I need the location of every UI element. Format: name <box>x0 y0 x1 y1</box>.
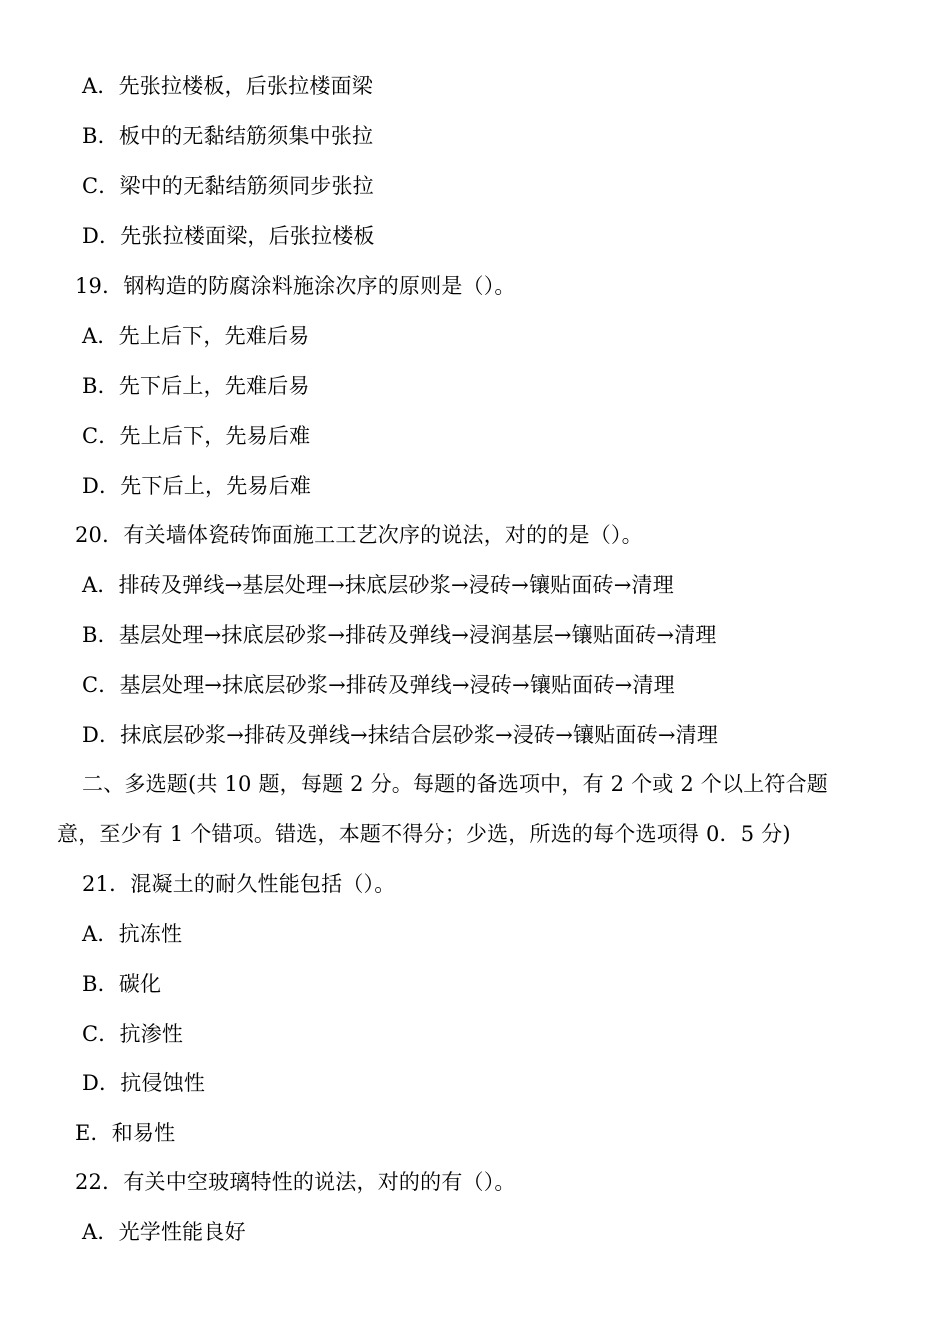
q21-option-c: C．抗渗性 <box>82 1022 184 1046</box>
q20-option-d: D．抹底层砂浆→排砖及弹线→抹结合层砂浆→浸砖→镶贴面砖→清理 <box>82 723 719 747</box>
q19-option-c: C．先上后下，先易后难 <box>82 424 311 448</box>
q20-option-a: A．排砖及弹线→基层处理→抹底层砂浆→浸砖→镶贴面砖→清理 <box>82 573 674 597</box>
q21-option-e: E．和易性 <box>75 1121 176 1145</box>
q19-option-a: A．先上后下，先难后易 <box>82 324 310 348</box>
q18-option-b: B．板中的无黏结筋须集中张拉 <box>82 124 374 148</box>
q21-option-d: D．抗侵蚀性 <box>82 1071 206 1095</box>
q18-option-c: C．梁中的无黏结筋须同步张拉 <box>82 174 374 198</box>
q22-option-a: A．光学性能良好 <box>82 1220 246 1244</box>
q21-stem: 21．混凝土的耐久性能包括（）。 <box>82 872 396 896</box>
section-heading-line-1: 二、多选题(共 10 题，每题 2 分。每题的备选项中，有 2 个或 2 个以上符合题 <box>82 772 828 796</box>
section-heading-line-2: 意，至少有 1 个错项。错选，本题不得分；少选，所选的每个选项得 0．5 分) <box>57 822 791 846</box>
q20-option-c: C．基层处理→抹底层砂浆→排砖及弹线→浸砖→镶贴面砖→清理 <box>82 673 675 697</box>
q20-option-b: B．基层处理→抹底层砂浆→排砖及弹线→浸润基层→镶贴面砖→清理 <box>82 623 717 647</box>
q20-stem: 20．有关墙体瓷砖饰面施工工艺次序的说法，对的的是（）。 <box>75 523 643 547</box>
q21-option-b: B．碳化 <box>82 972 162 996</box>
q19-option-b: B．先下后上，先难后易 <box>82 374 310 398</box>
q18-option-a: A．先张拉楼板，后张拉楼面梁 <box>82 74 373 98</box>
q18-option-d: D．先张拉楼面梁，后张拉楼板 <box>82 224 375 248</box>
q21-option-a: A．抗冻性 <box>82 922 183 946</box>
q22-stem: 22．有关中空玻璃特性的说法，对的的有（）。 <box>75 1170 516 1194</box>
q19-stem: 19．钢构造的防腐涂料施涂次序的原则是（）。 <box>75 274 516 298</box>
q19-option-d: D．先下后上，先易后难 <box>82 474 312 498</box>
